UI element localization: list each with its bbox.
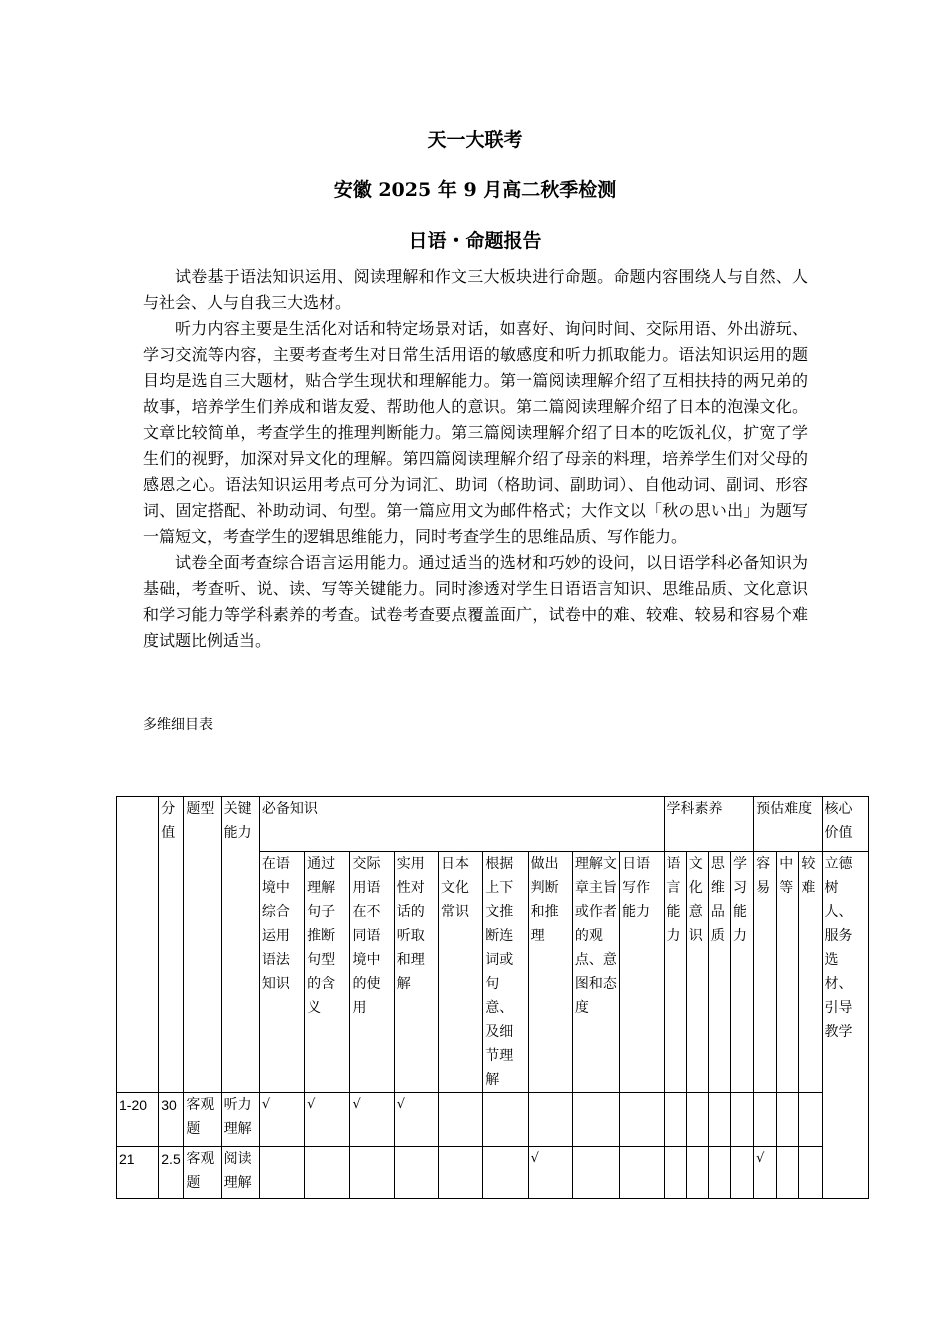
- row-type: 客观题: [184, 1093, 221, 1147]
- literacy-col: 文化意识: [686, 852, 708, 1093]
- table-row: [117, 1147, 869, 1199]
- check-cell: [620, 1093, 664, 1147]
- row-no: 21: [117, 1147, 159, 1199]
- org-title: 天一大联考: [427, 129, 523, 151]
- check-cell: [799, 1093, 822, 1147]
- difficulty-col: 容易: [754, 852, 777, 1093]
- header-core: 核心价值: [822, 797, 868, 852]
- row-ability: 阅读理解: [221, 1147, 259, 1199]
- paragraph: 试卷全面考查综合语言运用能力。通过适当的选材和巧妙的设问，以日语学科必备知识为基础，考查听、说、读、写等关键能力。同时渗透对学生日语语言知识、思维品质、文化意识和学习能力等学科素养的考查。试卷考查要点覆盖面广，试卷中的难、较难、较易和容易个难度试题比例适当。: [143, 553, 808, 650]
- check-cell: [350, 1147, 394, 1199]
- difficulty-col: 较难: [799, 852, 822, 1093]
- check-cell: [708, 1147, 730, 1199]
- knowledge-col: 日本文化常识: [439, 852, 483, 1093]
- specification-table: [116, 796, 869, 1199]
- header-literacy: 学科素养: [664, 797, 754, 852]
- check-cell: [777, 1093, 799, 1147]
- check-cell: [730, 1147, 753, 1199]
- check-cell: [439, 1147, 483, 1199]
- check-cell: [754, 1093, 777, 1147]
- core-value: 立德树人、服务选材、引导教学: [822, 852, 868, 1199]
- paragraph: 试卷基于语法知识运用、阅读理解和作文三大板块进行命题。命题内容围绕人与自然、人与社会、人与自我三大选材。: [143, 267, 808, 312]
- check-cell: [528, 1093, 572, 1147]
- header-ability: 关键能力: [221, 797, 259, 1093]
- knowledge-col: 在语境中综合运用语法知识: [259, 852, 304, 1093]
- literacy-col: 学习能力: [730, 852, 753, 1093]
- check-cell: √: [394, 1093, 438, 1147]
- check-cell: [799, 1147, 822, 1199]
- exam-title: 安徽 2025 年 9 月高二秋季检测: [333, 179, 617, 201]
- header-difficulty: 预估难度: [754, 797, 822, 852]
- check-cell: √: [305, 1093, 350, 1147]
- check-cell: [305, 1147, 350, 1199]
- literacy-col: 思维品质: [708, 852, 730, 1093]
- check-cell: [664, 1147, 686, 1199]
- knowledge-col: 通过理解句子推断句型的含义: [305, 852, 350, 1093]
- knowledge-col: 根据上下文推断连词或句意、及细节理解: [483, 852, 528, 1093]
- check-cell: [439, 1093, 483, 1147]
- table-caption: 多维细目表: [143, 717, 213, 733]
- knowledge-col: 实用性对话的听取和理解: [394, 852, 438, 1093]
- row-ability: 听力理解: [221, 1093, 259, 1147]
- check-cell: [483, 1093, 528, 1147]
- literacy-col: 语言能力: [664, 852, 686, 1093]
- knowledge-col: 理解文章主旨或作者的观点、意图和态度: [572, 852, 619, 1093]
- row-score: 2.5: [159, 1147, 184, 1199]
- check-cell: √: [528, 1147, 572, 1199]
- check-cell: [259, 1147, 304, 1199]
- check-cell: √: [259, 1093, 304, 1147]
- row-score: 30: [159, 1093, 184, 1147]
- check-cell: [686, 1147, 708, 1199]
- check-cell: [394, 1147, 438, 1199]
- header-no: [117, 797, 159, 1093]
- header-type: 题型: [184, 797, 221, 1093]
- row-type: 客观题: [184, 1147, 221, 1199]
- row-no: 1-20: [117, 1093, 159, 1147]
- check-cell: [572, 1093, 619, 1147]
- header-score: 分值: [159, 797, 184, 1093]
- header-knowledge: 必备知识: [259, 797, 664, 852]
- check-cell: [777, 1147, 799, 1199]
- check-cell: [572, 1147, 619, 1199]
- check-cell: [708, 1093, 730, 1147]
- knowledge-col: 日语写作能力: [620, 852, 664, 1093]
- knowledge-col: 交际用语在不同语境中的使用: [350, 852, 394, 1093]
- report-title: 日语・命题报告: [408, 230, 542, 252]
- check-cell: [730, 1093, 753, 1147]
- check-cell: [620, 1147, 664, 1199]
- check-cell: √: [350, 1093, 394, 1147]
- paragraph: 听力内容主要是生活化对话和特定场景对话，如喜好、询问时间、交际用语、外出游玩、学习交流等内容，主要考查考生对日常生活用语的敏感度和听力抓取能力。语法知识运用的题目均是选自三大题材，贴合学生现状和理解能力。第一篇阅读理解介绍了互相扶持的两兄弟的故事，培养学生们养成和谐友爱、帮助他人的意识。第二篇阅读理解介绍了日本的泡澡文化。文章比较简单，考查学生的推理判断能力。第三篇阅读理解介绍了日本的吃饭礼仪，扩宽了学生们的视野，加深对异文化的理解。第四篇阅读理解介绍了母亲的料理，培养学生们对父母的感恩之心。语法知识运用考点可分为词汇、助词（格助词、副助词）、自他动词、副词、形容词、固定搭配、补助动词、句型。第一篇应用文为邮件格式；大作文以「秋の思い出」为题写一篇短文，考查学生的逻辑思维能力，同时考查学生的思维品质、写作能力。: [143, 319, 808, 546]
- check-cell: [686, 1093, 708, 1147]
- knowledge-col: 做出判断和推理: [528, 852, 572, 1093]
- report-body: [143, 264, 808, 654]
- difficulty-col: 中等: [777, 852, 799, 1093]
- table-row: [117, 1093, 869, 1147]
- check-cell: [483, 1147, 528, 1199]
- check-cell: √: [754, 1147, 777, 1199]
- check-cell: [664, 1093, 686, 1147]
